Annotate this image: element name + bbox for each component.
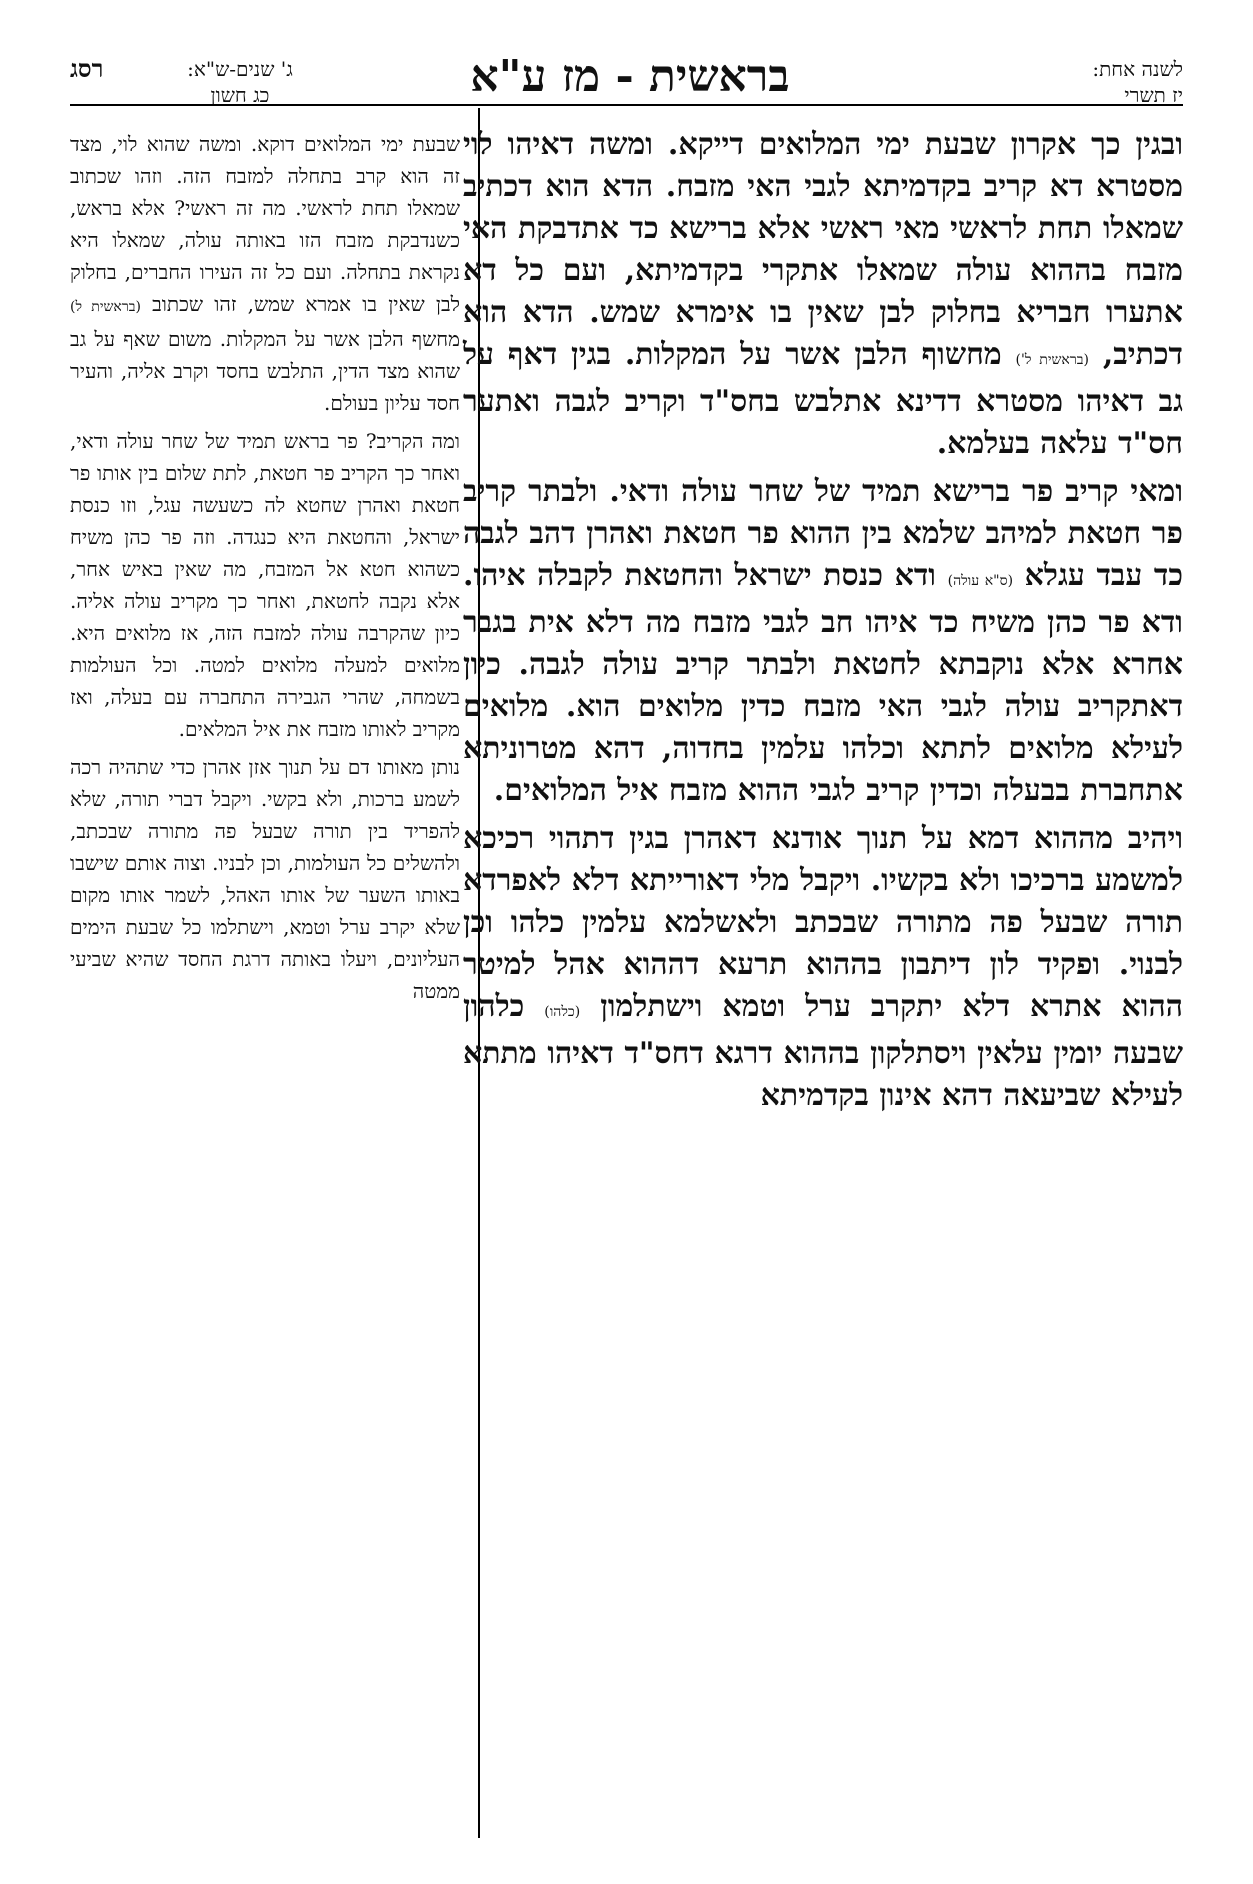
translation-paragraph (70, 425, 460, 745)
variant-note: (ס"א עולה) (947, 573, 1014, 589)
header-date-one-year: יז תשרי (1124, 83, 1183, 107)
header-date-three-year: כג חשון (210, 83, 270, 107)
main-text: ודא כנסת ישראל והחטאת לקבלה איהו. ודא פר כהן משיח כד איהו חב לגבי מזבח מה דלא אית בגבר אחרא אלא נוקבתא לחטאת ולבתר קריב עולה לגבה. כיון דאתקריב עולה לגבי האי מזבח כדין מלואים הוא. מלואים לעילא מלואים לתתא וכלהו עלמין בחדוה, דהא מטרוניתא אתחברת בבעלה וכדין קריב לגבי ההוא מזבח איל המלואים. (463, 558, 1183, 808)
citation-note: (בראשית ל) (70, 299, 141, 315)
translation-text: ומה הקריב? פר בראש תמיד של שחר עולה ודאי, ואחר כך הקריב פר חטאת, לתת שלום בין אותו פר חטאת ואהרן שחטא לה כשעשה עגל, וזו כנסת ישראל, והחטאת היא כנגדה. וזה פר כהן משיח כשהוא חטא אל המזבח, מה שאין באיש אחר, אלא נקבה לחטאת, ואחר כך מקריב עולה אליה. כיון שהקרבה עולה למזבח הזה, אז מלואים היא. מלואים למעלה מלואים למטה. וכל העולמות בשמחה, שהרי הגבירה התחברה עם בעלה, ואז מקריב לאותו מזבח את איל המלאים. (70, 429, 460, 741)
header-right (1092, 56, 1183, 108)
header-study-cycle-three-year: ג' שנים-ש"א: (187, 57, 293, 81)
translation-column (70, 128, 460, 1013)
main-text: ויהיב מההוא דמא על תנוך אודנא דאהרן בגין דתהוי רכיכא למשמע ברכיכו ולא בקשיו. ויקבל מלי דאורייתא דלא לאפרדא תורה שבעל פה מתורה שבכתב ולאשלמא עלמין כלהו וכן לבנוי. ופקיד לון דיתבון בההוא תרעא דההוא אהל למיטר ההוא אתרא דלא יתקרב ערל וטמא וישתלמון (463, 821, 1183, 1024)
translation-paragraph (70, 751, 460, 1007)
main-text: ובגין כך אקרון שבעת ימי המלואים דייקא. ומשה דאיהו לוי מסטרא דא קריב בקדמיתא לגבי האי מזבח. הדא הוא דכתיב שמאלו תחת לראשי מאי ראשי אלא ברישא כד אתדבקת האי מזבח בההוא עולה שמאלו אתקרי בקדמיתא, ועם כל דא אתערו חבריא בחלוק לבן שאין בו אימרא שמש. הדא הוא דכתיב, (463, 127, 1183, 372)
translation-text: מחשף הלבן אשר על המקלות. משום שאף על גב שהוא מצד הדין, התלבש בחסד וקרב אליה, והעיר חסד עליון בעולם. (70, 327, 460, 415)
page-number: רסג (70, 54, 104, 83)
main-text: מחשוף הלבן אשר על המקלות. בגין דאף על גב דאיהו מסטרא דדינא אתלבש בחס"ד וקריב לגבה ואתער חס"ד עלאה בעלמא. (463, 337, 1183, 461)
main-paragraph (463, 124, 1183, 465)
page-header (70, 48, 1183, 108)
page-title: בראשית - מז ע"א (470, 51, 790, 102)
header-left-sub (150, 56, 330, 108)
translation-text: שבעת ימי המלואים דוקא. ומשה שהוא לוי, מצד זה הוא קרב בתחלה למזבח הזה. וזהו שכתוב שמאלו תחת לראשי. מה זה ראשי? אלא בראש, כשנדבקת מזבח הזו באותה עולה, שמאלו היא נקראת בתחלה. ועם כל זה העירו החברים, בחלוק לבן שאין בו אמרא שמש, זהו שכתוב (70, 132, 460, 316)
main-paragraph (463, 471, 1183, 812)
main-text: כלהון שבעה יומין עלאין ויסתלקון בההוא דרגא דחס"ד דאיהו מתתא לעילא שביעאה דהא אינון בקדמיתא (463, 989, 1183, 1113)
header-study-cycle-one-year: לשנה אחת: (1092, 57, 1183, 81)
citation-note: (בראשית ל') (1015, 352, 1089, 368)
main-paragraph (463, 818, 1183, 1117)
main-text: ומאי קריב פר ברישא תמיד של שחר עולה ודאי. ולבתר קריב פר חטאת למיהב שלמא בין ההוא פר חטאת ואהרן דהב לגבה כד עבד עגלא (463, 474, 1184, 593)
main-text-column (463, 124, 1183, 1123)
translation-paragraph (70, 128, 460, 419)
variant-note: (כלהו) (544, 1004, 581, 1020)
header-rule (70, 104, 1183, 106)
translation-text: נותן מאותו דם על תנוך אזן אהרן כדי שתהיה רכה לשמע ברכות, ולא בקשי. ויקבל דברי תורה, שלא להפריד בין תורה שבעל פה מתורה שבכתב, ולהשלים כל העולמות, וכן לבניו. וצוה אותם שישבו באותו השער של אותו האהל, לשמר אותו מקום שלא יקרב ערל וטמא, וישתלמו כל שבעת הימים העליונים, ויעלו באותה דרגת החסד שהיא שביעי ממטה (70, 755, 460, 1003)
